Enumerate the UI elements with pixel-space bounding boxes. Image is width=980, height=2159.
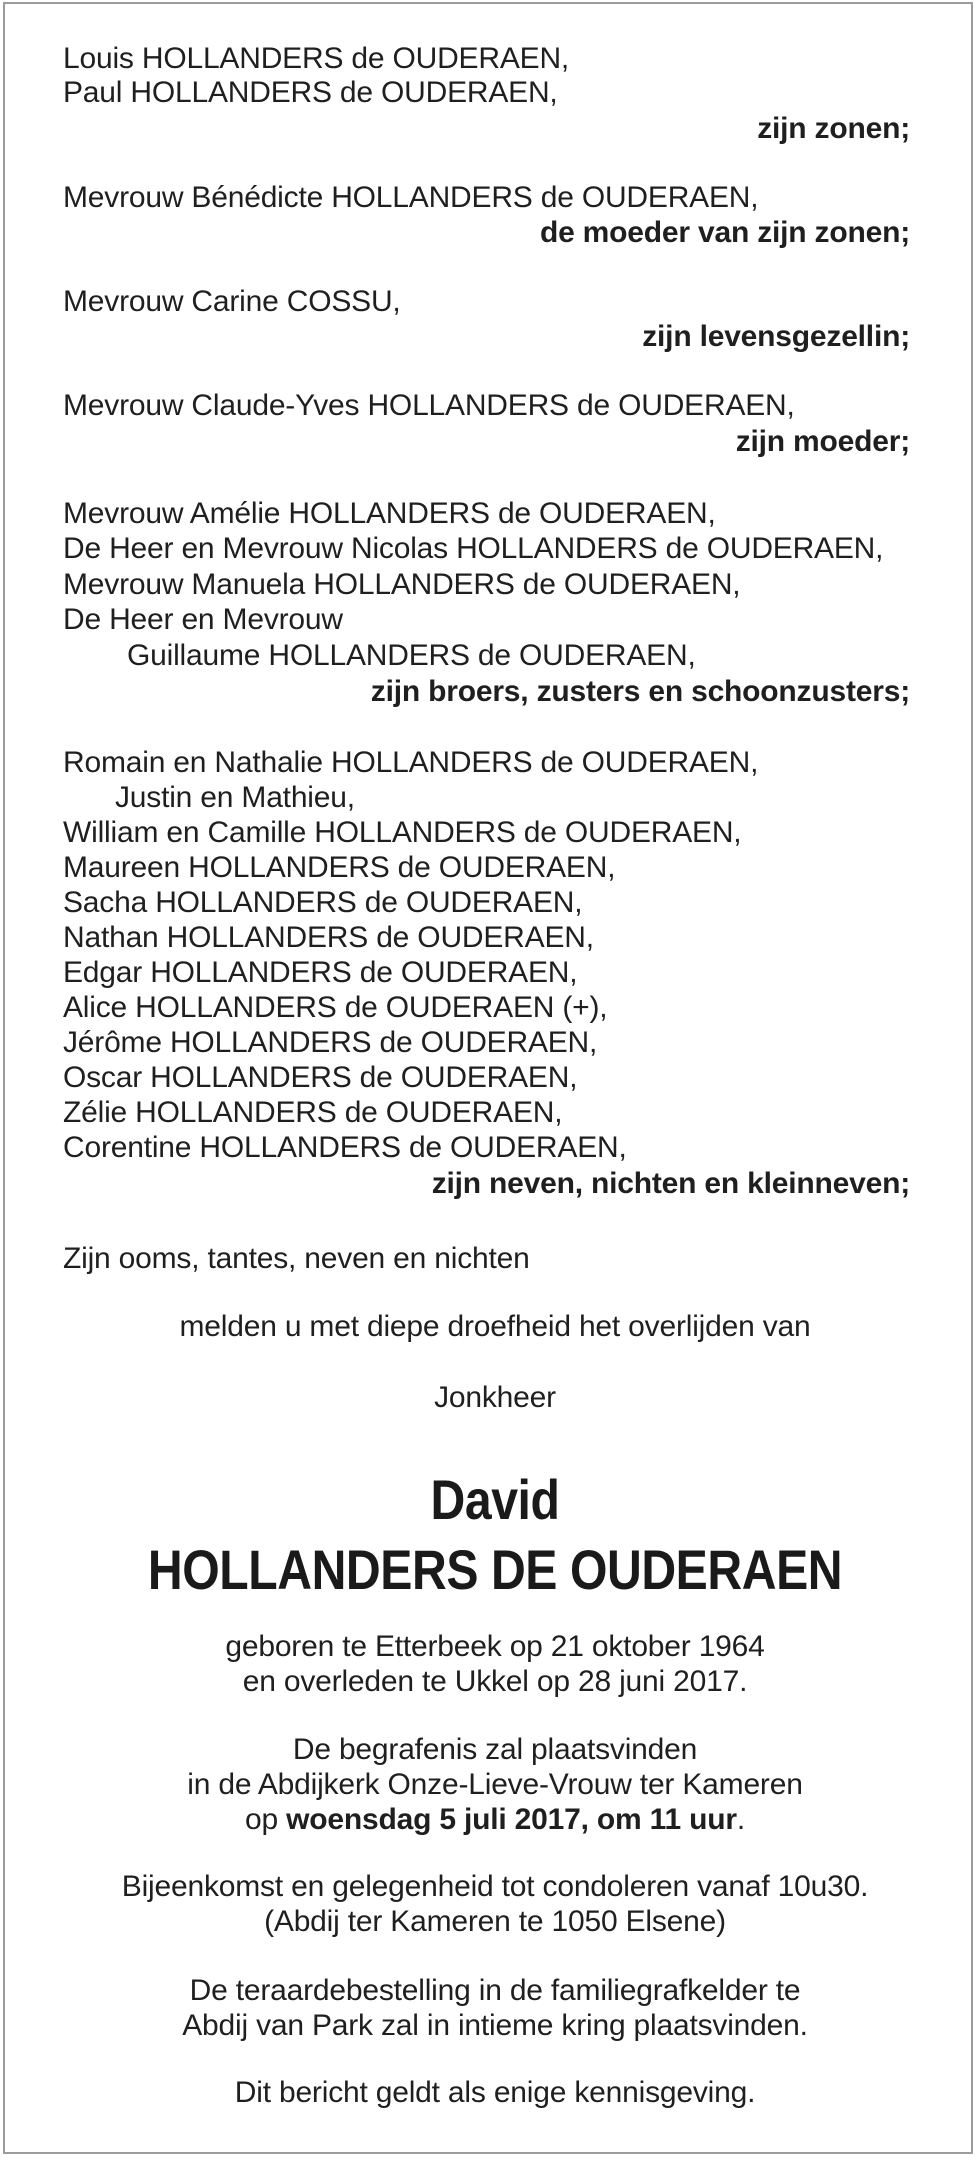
sons-line-2: Paul HOLLANDERS de OUDERAEN, — [63, 76, 558, 109]
burial-line-1: De teraardebestelling in de familiegrafkelder te — [189, 1974, 801, 2007]
siblings-line-5: Guillaume HOLLANDERS de OUDERAEN, — [127, 639, 696, 672]
nephews-relation: zijn neven, nichten en kleinneven; — [431, 1167, 910, 1200]
mother-of-sons-line: Mevrouw Bénédicte HOLLANDERS de OUDERAEN, — [63, 181, 759, 214]
siblings-line-3: Mevrouw Manuela HOLLANDERS de OUDERAEN, — [63, 568, 741, 601]
mother-of-sons-relation: de moeder van zijn zonen; — [539, 216, 910, 249]
funeral-suffix: . — [736, 1803, 745, 1836]
partner-line: Mevrouw Carine COSSU, — [63, 285, 401, 318]
funeral-line-1: De begrafenis zal plaatsvinden — [292, 1733, 698, 1766]
funeral-date-time: woensdag 5 juli 2017, om 11 uur — [286, 1803, 737, 1836]
burial-line-2: Abdij van Park zal in intieme kring plaatsvinden. — [182, 2009, 808, 2042]
mother-line: Mevrouw Claude-Yves HOLLANDERS de OUDERAEN, — [63, 389, 795, 422]
sons-relation: zijn zonen; — [757, 112, 910, 145]
nephews-line-7: Edgar HOLLANDERS de OUDERAEN, — [63, 956, 578, 989]
deceased-first-name: David — [430, 1468, 560, 1531]
title-line: Jonkheer — [434, 1381, 556, 1414]
obituary-frame — [3, 2, 973, 2154]
birth-line: geboren te Etterbeek op 21 oktober 1964 — [225, 1630, 765, 1663]
funeral-prefix: op — [245, 1803, 279, 1836]
nephews-line-11: Zélie HOLLANDERS de OUDERAEN, — [63, 1096, 563, 1129]
partner-relation: zijn levensgezellin; — [642, 320, 910, 353]
siblings-relation: zijn broers, zusters en schoonzusters; — [370, 675, 910, 708]
nephews-line-2: Justin en Mathieu, — [115, 781, 355, 814]
nephews-line-8: Alice HOLLANDERS de OUDERAEN (+), — [63, 991, 608, 1024]
announcement-line: melden u met diepe droefheid het overlijden van — [179, 1310, 811, 1343]
deceased-last-name: HOLLANDERS DE OUDERAEN — [147, 1538, 843, 1601]
nephews-line-6: Nathan HOLLANDERS de OUDERAEN, — [63, 921, 594, 954]
gathering-line-2: (Abdij ter Kameren te 1050 Elsene) — [264, 1905, 726, 1938]
nephews-line-12: Corentine HOLLANDERS de OUDERAEN, — [63, 1131, 627, 1164]
mother-relation: zijn moeder; — [735, 425, 910, 458]
nephews-line-5: Sacha HOLLANDERS de OUDERAEN, — [63, 886, 583, 919]
funeral-line-3 — [5, 1802, 980, 1838]
siblings-line-1: Mevrouw Amélie HOLLANDERS de OUDERAEN, — [63, 497, 716, 530]
death-line: en overleden te Ukkel op 28 juni 2017. — [242, 1665, 748, 1698]
nephews-line-3: William en Camille HOLLANDERS de OUDERAEN, — [63, 816, 742, 849]
siblings-line-2: De Heer en Mevrouw Nicolas HOLLANDERS de OUDERAEN, — [63, 532, 884, 565]
nephews-line-1: Romain en Nathalie HOLLANDERS de OUDERAEN, — [63, 746, 759, 779]
siblings-line-4: De Heer en Mevrouw — [63, 603, 343, 636]
uncles-line: Zijn ooms, tantes, neven en nichten — [63, 1242, 530, 1275]
nephews-line-9: Jérôme HOLLANDERS de OUDERAEN, — [63, 1026, 598, 1059]
sons-line-1: Louis HOLLANDERS de OUDERAEN, — [63, 42, 570, 75]
funeral-line-2: in de Abdijkerk Onze-Lieve-Vrouw ter Kameren — [187, 1768, 803, 1801]
gathering-line-1: Bijeenkomst en gelegenheid tot condoleren vanaf 10u30. — [121, 1870, 869, 1903]
nephews-line-4: Maureen HOLLANDERS de OUDERAEN, — [63, 851, 616, 884]
closing-line: Dit bericht geldt als enige kennisgeving. — [234, 2076, 756, 2109]
nephews-line-10: Oscar HOLLANDERS de OUDERAEN, — [63, 1061, 578, 1094]
